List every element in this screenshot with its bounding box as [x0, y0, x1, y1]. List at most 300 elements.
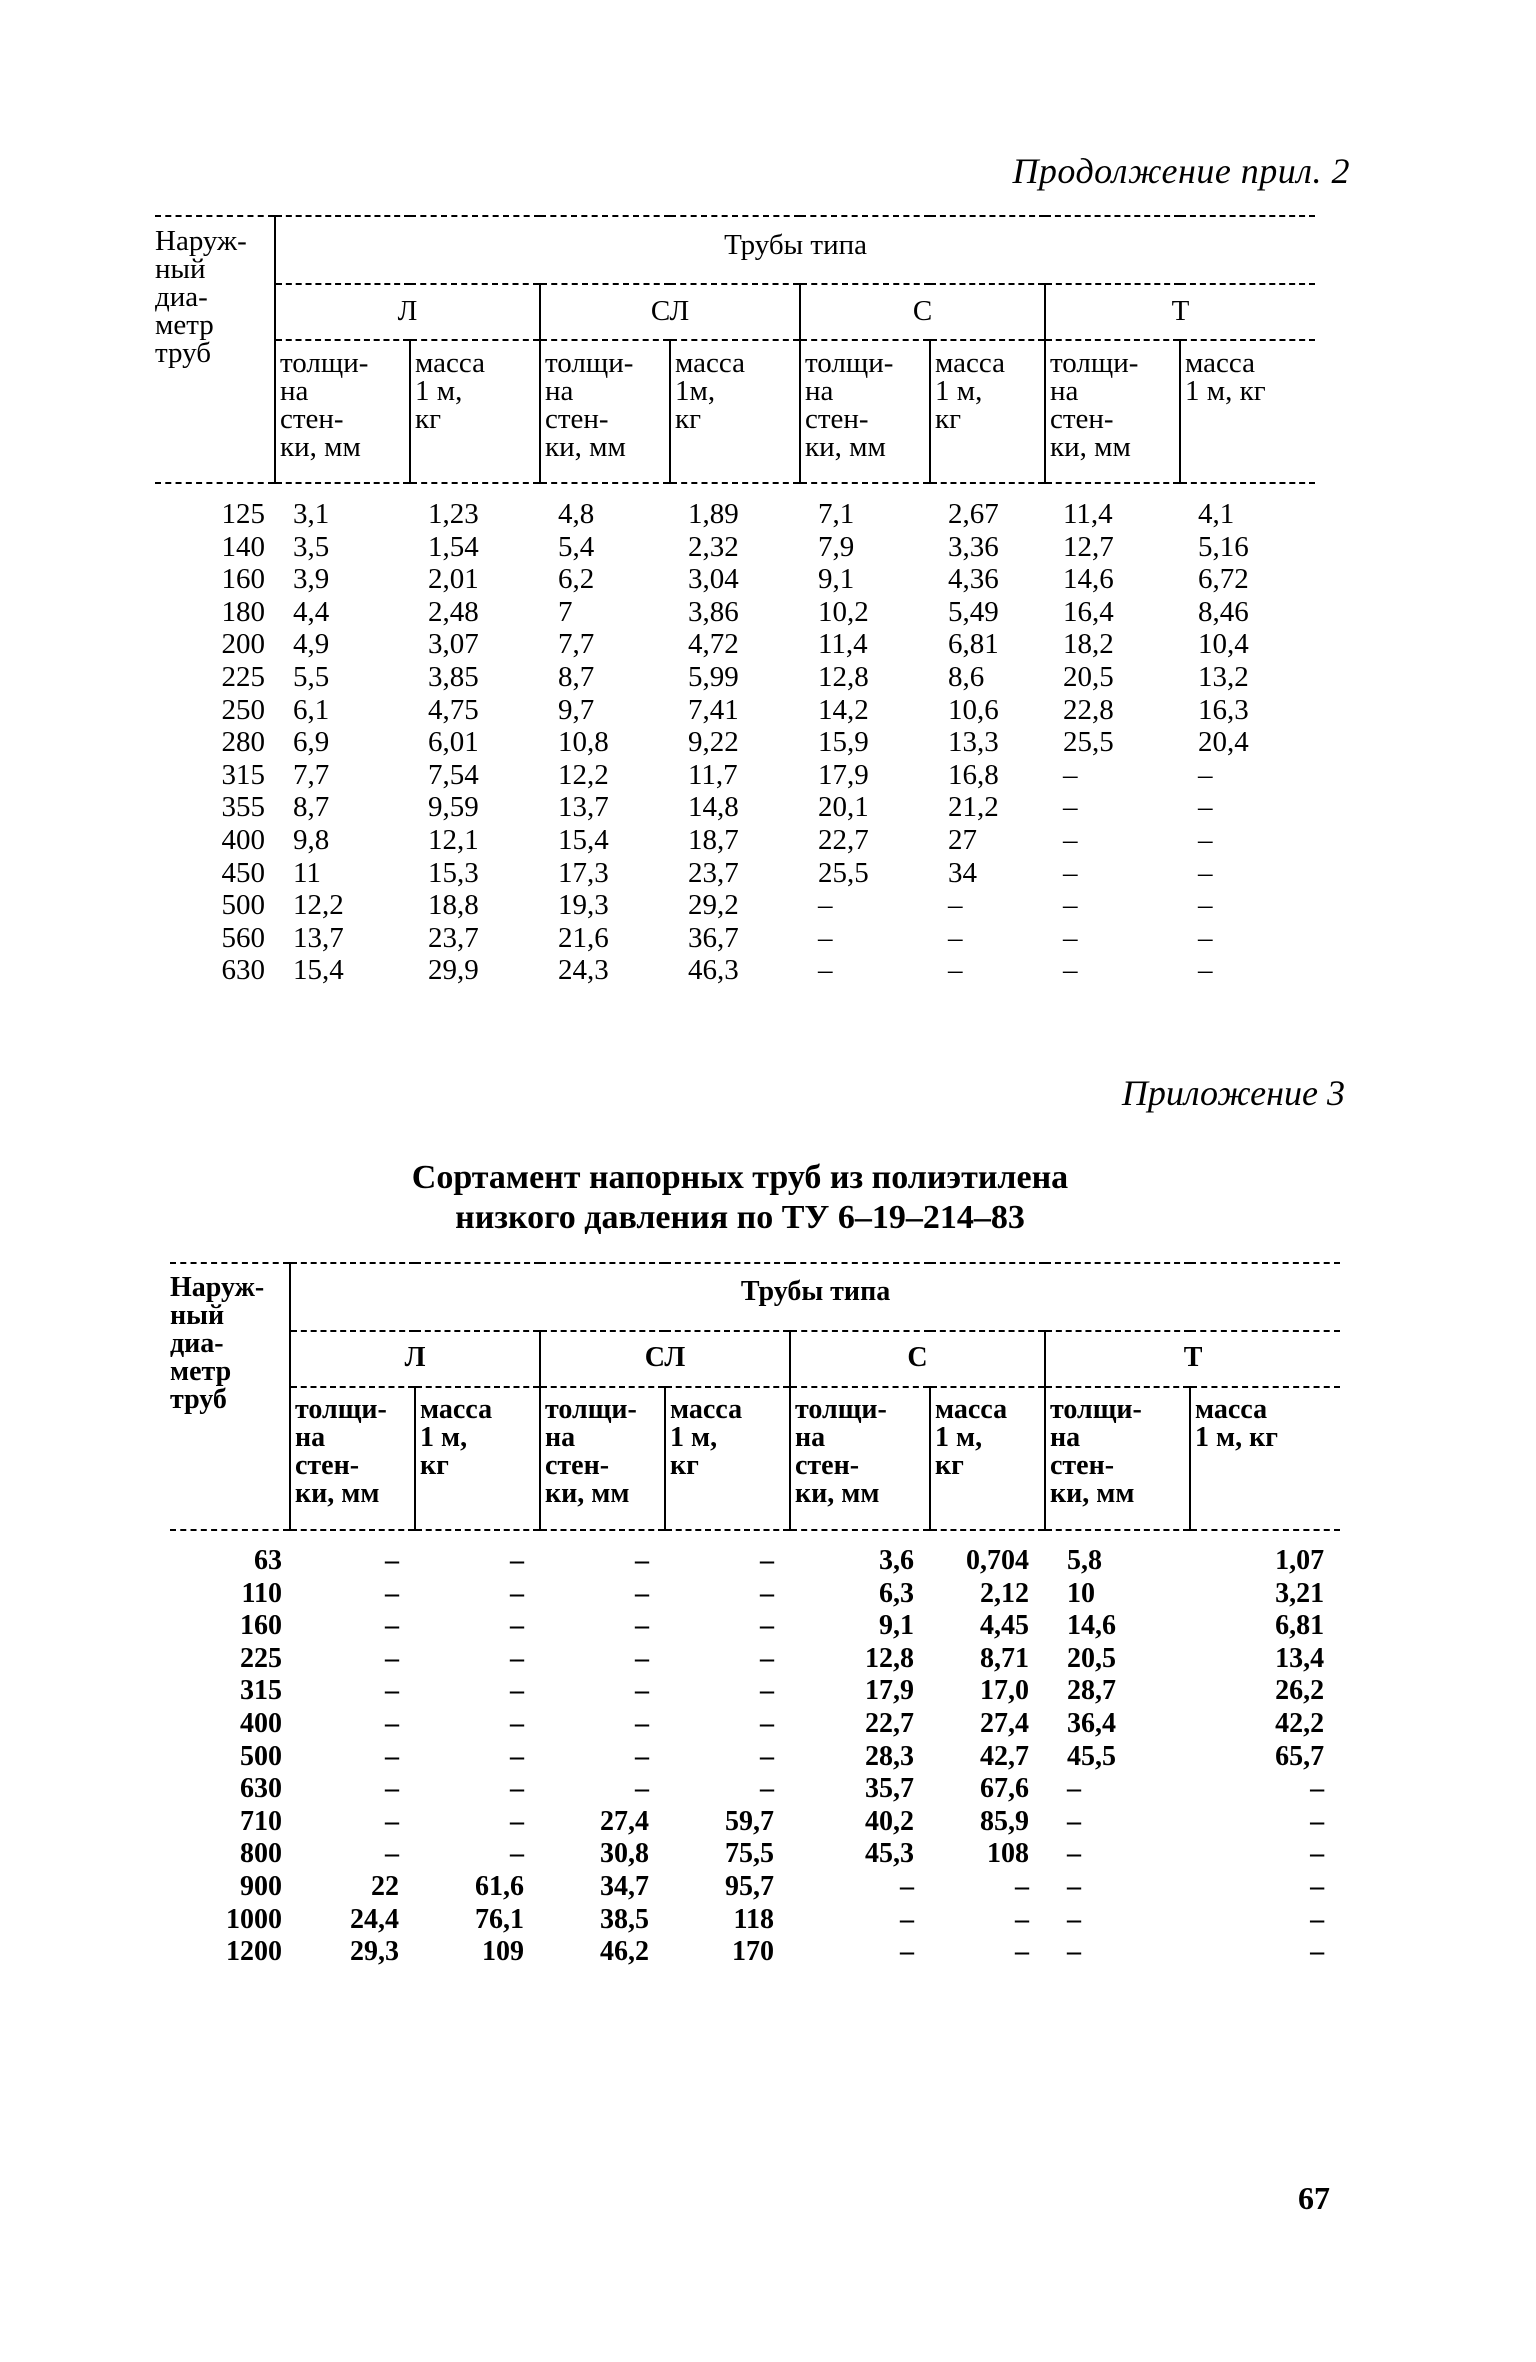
value-cell: – [1063, 758, 1078, 791]
value-cell: – [385, 1577, 399, 1609]
header-line: ки, мм [1050, 1478, 1135, 1509]
table-title [240, 1158, 1240, 1238]
appendix-label: Приложение 3 [1121, 1073, 1345, 1113]
value-cell: – [1067, 1936, 1081, 1968]
value-cell: – [818, 954, 833, 987]
value-cell: 12,2 [558, 758, 609, 791]
value-cell: 4,9 [293, 628, 330, 661]
value-cell: 36,7 [688, 921, 739, 954]
value-cell: 34,7 [600, 1870, 649, 1902]
value-cell: – [635, 1610, 649, 1642]
value-cell: 27 [948, 823, 977, 856]
value-cell: 15,4 [558, 823, 609, 856]
header-line: масса [1195, 1394, 1268, 1425]
value-cell: – [635, 1577, 649, 1609]
value-cell: 6,72 [1198, 563, 1249, 596]
value-cell: 22 [371, 1870, 399, 1902]
table-1-body [155, 498, 1315, 987]
value-cell: – [818, 889, 833, 922]
value-cell: – [900, 1936, 914, 1968]
value-cell: 5,49 [948, 595, 999, 628]
value-cell: – [635, 1707, 649, 1739]
header-line: ки, мм [545, 431, 626, 463]
header-line: толщи- [1050, 1394, 1142, 1425]
header-line: толщи- [1050, 347, 1139, 379]
header-line: масса [415, 347, 485, 379]
table-row [170, 1904, 1340, 1937]
value-cell: 17,0 [980, 1675, 1029, 1707]
header-line: на [545, 1422, 576, 1453]
value-cell: 16,3 [1198, 693, 1249, 726]
diameter-cell: 125 [221, 498, 265, 530]
value-cell: – [1310, 1903, 1325, 1935]
header-line: на [295, 1422, 326, 1453]
value-cell: 7,1 [818, 498, 855, 530]
table-row [155, 596, 1315, 629]
value-cell: 12,7 [1063, 530, 1114, 563]
value-cell: – [385, 1610, 399, 1642]
value-cell: 29,2 [688, 889, 739, 922]
diameter-cell: 225 [221, 660, 265, 693]
value-cell: 1,07 [1275, 1545, 1325, 1576]
value-cell: 9,1 [818, 563, 855, 596]
diameter-cell: 110 [241, 1577, 282, 1609]
column-header [540, 340, 670, 483]
value-cell: 13,3 [948, 726, 999, 759]
value-cell: – [1198, 791, 1213, 824]
header-line: стен- [545, 403, 609, 435]
value-cell: 20,5 [1067, 1642, 1116, 1674]
column-header [930, 340, 1045, 483]
diameter-cell: 800 [240, 1838, 282, 1870]
table-row [155, 661, 1315, 694]
value-cell: – [385, 1805, 399, 1837]
header-line: 1 м, [420, 1422, 468, 1453]
value-cell: 7,41 [688, 693, 739, 726]
value-cell: 75,5 [725, 1838, 774, 1870]
value-cell: 25,5 [1063, 726, 1114, 759]
diameter-cell: 1000 [226, 1903, 282, 1935]
value-cell: 2,32 [688, 530, 739, 563]
table-row [155, 889, 1315, 922]
column-header [290, 1387, 415, 1530]
header-line: труб [155, 337, 212, 369]
table-row [170, 1741, 1340, 1774]
value-cell: – [1310, 1805, 1325, 1837]
header-line: стен- [795, 1450, 860, 1481]
value-cell: 22,7 [865, 1707, 914, 1739]
value-cell: – [1067, 1903, 1081, 1935]
value-cell: 11 [293, 856, 321, 889]
value-cell: – [900, 1903, 914, 1935]
value-cell: – [1310, 1838, 1325, 1870]
pipes-table-1 [155, 215, 1315, 987]
value-cell: 9,59 [428, 791, 479, 824]
diameter-cell: 900 [240, 1870, 282, 1902]
value-cell: 7,54 [428, 758, 479, 791]
header-line: на [795, 1422, 826, 1453]
header-line: кг [935, 403, 961, 435]
value-cell: – [818, 921, 833, 954]
value-cell: 29,3 [350, 1936, 399, 1968]
value-cell: – [635, 1740, 649, 1772]
type-header: СЛ [540, 1331, 790, 1387]
value-cell: 7,7 [293, 758, 330, 791]
pipes-table-2 [170, 1262, 1340, 1969]
header-line: 1 м, [415, 375, 463, 407]
value-cell: 4,1 [1198, 498, 1235, 530]
value-cell: 30,8 [600, 1838, 649, 1870]
header-line: масса [935, 1394, 1008, 1425]
value-cell: – [1198, 921, 1213, 954]
table-row [155, 759, 1315, 792]
value-cell: 14,6 [1063, 563, 1114, 596]
value-cell: 12,8 [865, 1642, 914, 1674]
diameter-cell: 315 [240, 1675, 282, 1707]
value-cell: 22,7 [818, 823, 869, 856]
header-line: масса [935, 347, 1005, 379]
value-cell: 42,7 [980, 1740, 1029, 1772]
header-line: толщи- [295, 1394, 387, 1425]
header-line: стен- [280, 403, 344, 435]
value-cell: 3,1 [293, 498, 330, 530]
diameter-cell: 225 [240, 1642, 282, 1674]
header-line: кг [670, 1450, 699, 1481]
header-line: на [805, 375, 834, 407]
value-cell: 20,4 [1198, 726, 1249, 759]
value-cell: 1,23 [428, 498, 479, 530]
value-cell: – [760, 1707, 774, 1739]
value-cell: 28,7 [1067, 1675, 1116, 1707]
value-cell: 4,36 [948, 563, 999, 596]
diameter-cell: 280 [221, 726, 265, 759]
header-line: толщи- [545, 347, 634, 379]
value-cell: 3,6 [879, 1545, 914, 1576]
value-cell: 12,2 [293, 889, 344, 922]
value-cell: 1,54 [428, 530, 479, 563]
table-row [170, 1610, 1340, 1643]
value-cell: 3,21 [1275, 1577, 1325, 1609]
value-cell: 9,8 [293, 823, 330, 856]
value-cell: – [760, 1577, 774, 1609]
value-cell: 24,3 [558, 954, 609, 987]
value-cell: 13,2 [1198, 660, 1249, 693]
value-cell: – [1067, 1773, 1081, 1805]
diameter-cell: 400 [221, 823, 265, 856]
value-cell: 10,8 [558, 726, 609, 759]
value-cell: 26,2 [1275, 1675, 1325, 1707]
value-cell: 17,9 [818, 758, 869, 791]
value-cell: 8,46 [1198, 595, 1249, 628]
header-line: масса [670, 1394, 743, 1425]
table-row [170, 1806, 1340, 1839]
column-header [410, 340, 540, 483]
value-cell: 14,8 [688, 791, 739, 824]
value-cell: 8,71 [980, 1642, 1029, 1674]
header-line: ки, мм [1050, 431, 1131, 463]
value-cell: – [1063, 823, 1078, 856]
value-cell: – [1310, 1936, 1325, 1968]
type-header: С [790, 1331, 1045, 1387]
header-line: ный [170, 1300, 225, 1331]
table-row [170, 1773, 1340, 1806]
value-cell: 2,67 [948, 498, 999, 530]
value-cell: – [385, 1642, 399, 1674]
value-cell: – [1015, 1870, 1029, 1902]
value-cell: 38,5 [600, 1903, 649, 1935]
table-row [155, 791, 1315, 824]
value-cell: 23,7 [688, 856, 739, 889]
header-line: 1м, [675, 375, 716, 407]
value-cell: – [385, 1773, 399, 1805]
header-line: ный [155, 253, 206, 285]
column-header [1190, 1387, 1340, 1530]
value-cell: – [635, 1675, 649, 1707]
value-cell: – [1015, 1936, 1029, 1968]
value-cell: 5,16 [1198, 530, 1249, 563]
value-cell: 170 [732, 1936, 774, 1968]
header-line: толщи- [545, 1394, 637, 1425]
value-cell: 13,4 [1275, 1642, 1325, 1674]
value-cell: 3,5 [293, 530, 330, 563]
header-line: 1 м, кг [1195, 1422, 1278, 1453]
value-cell: – [760, 1675, 774, 1707]
value-cell: 3,86 [688, 595, 739, 628]
value-cell: – [510, 1740, 524, 1772]
column-header [930, 1387, 1045, 1530]
diameter-cell: 630 [221, 954, 265, 987]
value-cell: 6,81 [948, 628, 999, 661]
table-row [155, 694, 1315, 727]
value-cell: 18,8 [428, 889, 479, 922]
value-cell: 2,12 [980, 1577, 1029, 1609]
value-cell: – [948, 921, 963, 954]
value-cell: 36,4 [1067, 1707, 1116, 1739]
column-header [275, 340, 410, 483]
value-cell: – [760, 1773, 774, 1805]
header-line: стен- [1050, 403, 1114, 435]
type-header: СЛ [540, 284, 800, 340]
value-cell: 42,2 [1275, 1707, 1325, 1739]
value-cell: 4,8 [558, 498, 595, 530]
value-cell: 8,7 [293, 791, 330, 824]
value-cell: 76,1 [475, 1903, 524, 1935]
header-line: на [280, 375, 309, 407]
diameter-cell: 63 [254, 1545, 282, 1576]
value-cell: 5,8 [1067, 1545, 1102, 1576]
value-cell: 14,6 [1067, 1610, 1116, 1642]
diameter-cell: 315 [221, 758, 265, 791]
diameter-cell: 1200 [226, 1936, 282, 1968]
value-cell: – [510, 1838, 524, 1870]
header-line: Наруж- [170, 1272, 265, 1303]
value-cell: 20,5 [1063, 660, 1114, 693]
header-line: масса [1185, 347, 1255, 379]
value-cell: 23,7 [428, 921, 479, 954]
diameter-cell: 180 [221, 595, 265, 628]
value-cell: 6,2 [558, 563, 595, 596]
header-line: масса [675, 347, 745, 379]
value-cell: 5,5 [293, 660, 330, 693]
diameter-cell: 500 [221, 889, 265, 922]
table-row [155, 726, 1315, 759]
value-cell: 25,5 [818, 856, 869, 889]
page-number: 67 [1298, 2180, 1330, 2216]
value-cell: – [510, 1577, 524, 1609]
value-cell: – [1067, 1805, 1081, 1837]
value-cell: – [1198, 823, 1213, 856]
table-2-body [170, 1545, 1340, 1969]
value-cell: 29,9 [428, 954, 479, 987]
value-cell: 9,1 [879, 1610, 914, 1642]
value-cell: 13,7 [558, 791, 609, 824]
value-cell: – [1198, 856, 1213, 889]
value-cell: 1,89 [688, 498, 739, 530]
table-row [170, 1838, 1340, 1871]
value-cell: 67,6 [980, 1773, 1029, 1805]
table-row [155, 563, 1315, 596]
value-cell: 3,07 [428, 628, 479, 661]
value-cell: 9,7 [558, 693, 595, 726]
value-cell: – [510, 1707, 524, 1739]
value-cell: 27,4 [980, 1707, 1029, 1739]
value-cell: – [385, 1740, 399, 1772]
value-cell: – [760, 1740, 774, 1772]
value-cell: – [635, 1545, 649, 1576]
value-cell: 7,7 [558, 628, 595, 661]
value-cell: 45,5 [1067, 1740, 1116, 1772]
diameter-cell: 200 [221, 628, 265, 661]
value-cell: 18,7 [688, 823, 739, 856]
column-header [1045, 340, 1180, 483]
value-cell: 11,4 [818, 628, 868, 661]
value-cell: 118 [733, 1903, 774, 1935]
value-cell: 10,4 [1198, 628, 1249, 661]
value-cell: 16,8 [948, 758, 999, 791]
value-cell: – [510, 1545, 524, 1576]
value-cell: 7 [558, 595, 573, 628]
value-cell: 6,1 [293, 693, 330, 726]
value-cell: 21,6 [558, 921, 609, 954]
value-cell: – [1198, 954, 1213, 987]
header-line: 1 м, кг [1185, 375, 1266, 407]
column-header [670, 340, 800, 483]
value-cell: 9,22 [688, 726, 739, 759]
value-cell: 20,1 [818, 791, 869, 824]
value-cell: – [510, 1805, 524, 1837]
value-cell: – [510, 1610, 524, 1642]
value-cell: 14,2 [818, 693, 869, 726]
value-cell: – [1063, 954, 1078, 987]
value-cell: 10,2 [818, 595, 869, 628]
column-header [800, 340, 930, 483]
header-line: кг [415, 403, 441, 435]
header-line: ки, мм [280, 431, 361, 463]
value-cell: 59,7 [725, 1805, 774, 1837]
value-cell: 11,7 [688, 758, 738, 791]
value-cell: 15,4 [293, 954, 344, 987]
type-header: Т [1045, 284, 1315, 340]
value-cell: 22,8 [1063, 693, 1114, 726]
value-cell: 12,8 [818, 660, 869, 693]
table-row [170, 1578, 1340, 1611]
title-line: низкого давления по ТУ 6–19–214–83 [455, 1199, 1025, 1236]
value-cell: 19,3 [558, 889, 609, 922]
value-cell: – [1063, 889, 1078, 922]
value-cell: 16,4 [1063, 595, 1114, 628]
table-row [170, 1545, 1340, 1578]
header-line: ки, мм [805, 431, 886, 463]
table-row [170, 1643, 1340, 1676]
column-header [415, 1387, 540, 1530]
value-cell: – [510, 1773, 524, 1805]
table-row [155, 824, 1315, 857]
header-line: ки, мм [545, 1478, 630, 1509]
table-row [155, 922, 1315, 955]
value-cell: 6,01 [428, 726, 479, 759]
value-cell: 4,45 [980, 1610, 1029, 1642]
pipes-type-header: Трубы типа [275, 216, 1315, 284]
value-cell: 2,48 [428, 595, 479, 628]
column-header [665, 1387, 790, 1530]
header-line: 1 м, [670, 1422, 718, 1453]
value-cell: 45,3 [865, 1838, 914, 1870]
header-line: ки, мм [795, 1478, 880, 1509]
header-line: Наруж- [155, 225, 247, 257]
value-cell: – [1310, 1773, 1325, 1805]
value-cell: 85,9 [980, 1805, 1029, 1837]
value-cell: 3,9 [293, 563, 330, 596]
value-cell: 6,3 [879, 1577, 914, 1609]
value-cell: – [635, 1642, 649, 1674]
header-line: толщи- [805, 347, 894, 379]
header-line: кг [935, 1450, 964, 1481]
diameter-cell: 250 [221, 693, 265, 726]
header-line: диа- [155, 281, 208, 313]
value-cell: – [1015, 1903, 1029, 1935]
value-cell: 15,3 [428, 856, 479, 889]
value-cell: 10,6 [948, 693, 999, 726]
value-cell: 11,4 [1063, 498, 1113, 530]
value-cell: – [948, 954, 963, 987]
table-row [170, 1936, 1340, 1969]
value-cell: – [1198, 889, 1213, 922]
header-line: ки, мм [295, 1478, 380, 1509]
value-cell: – [1310, 1870, 1325, 1902]
value-cell: 95,7 [725, 1870, 774, 1902]
header-line: на [1050, 375, 1079, 407]
header-line: стен- [1050, 1450, 1115, 1481]
diameter-cell: 140 [221, 530, 265, 563]
value-cell: 3,36 [948, 530, 999, 563]
value-cell: 35,7 [865, 1773, 914, 1805]
value-cell: 5,99 [688, 660, 739, 693]
value-cell: 5,4 [558, 530, 595, 563]
value-cell: 46,3 [688, 954, 739, 987]
value-cell: – [385, 1545, 399, 1576]
value-cell: 40,2 [865, 1805, 914, 1837]
diameter-cell: 400 [240, 1707, 282, 1739]
value-cell: 109 [482, 1936, 524, 1968]
value-cell: 108 [987, 1838, 1029, 1870]
value-cell: 4,75 [428, 693, 479, 726]
value-cell: 12,1 [428, 823, 479, 856]
header-line: 1 м, [935, 375, 983, 407]
value-cell: 6,81 [1275, 1610, 1325, 1642]
value-cell: – [948, 889, 963, 922]
value-cell: 61,6 [475, 1870, 524, 1902]
value-cell: – [1063, 791, 1078, 824]
